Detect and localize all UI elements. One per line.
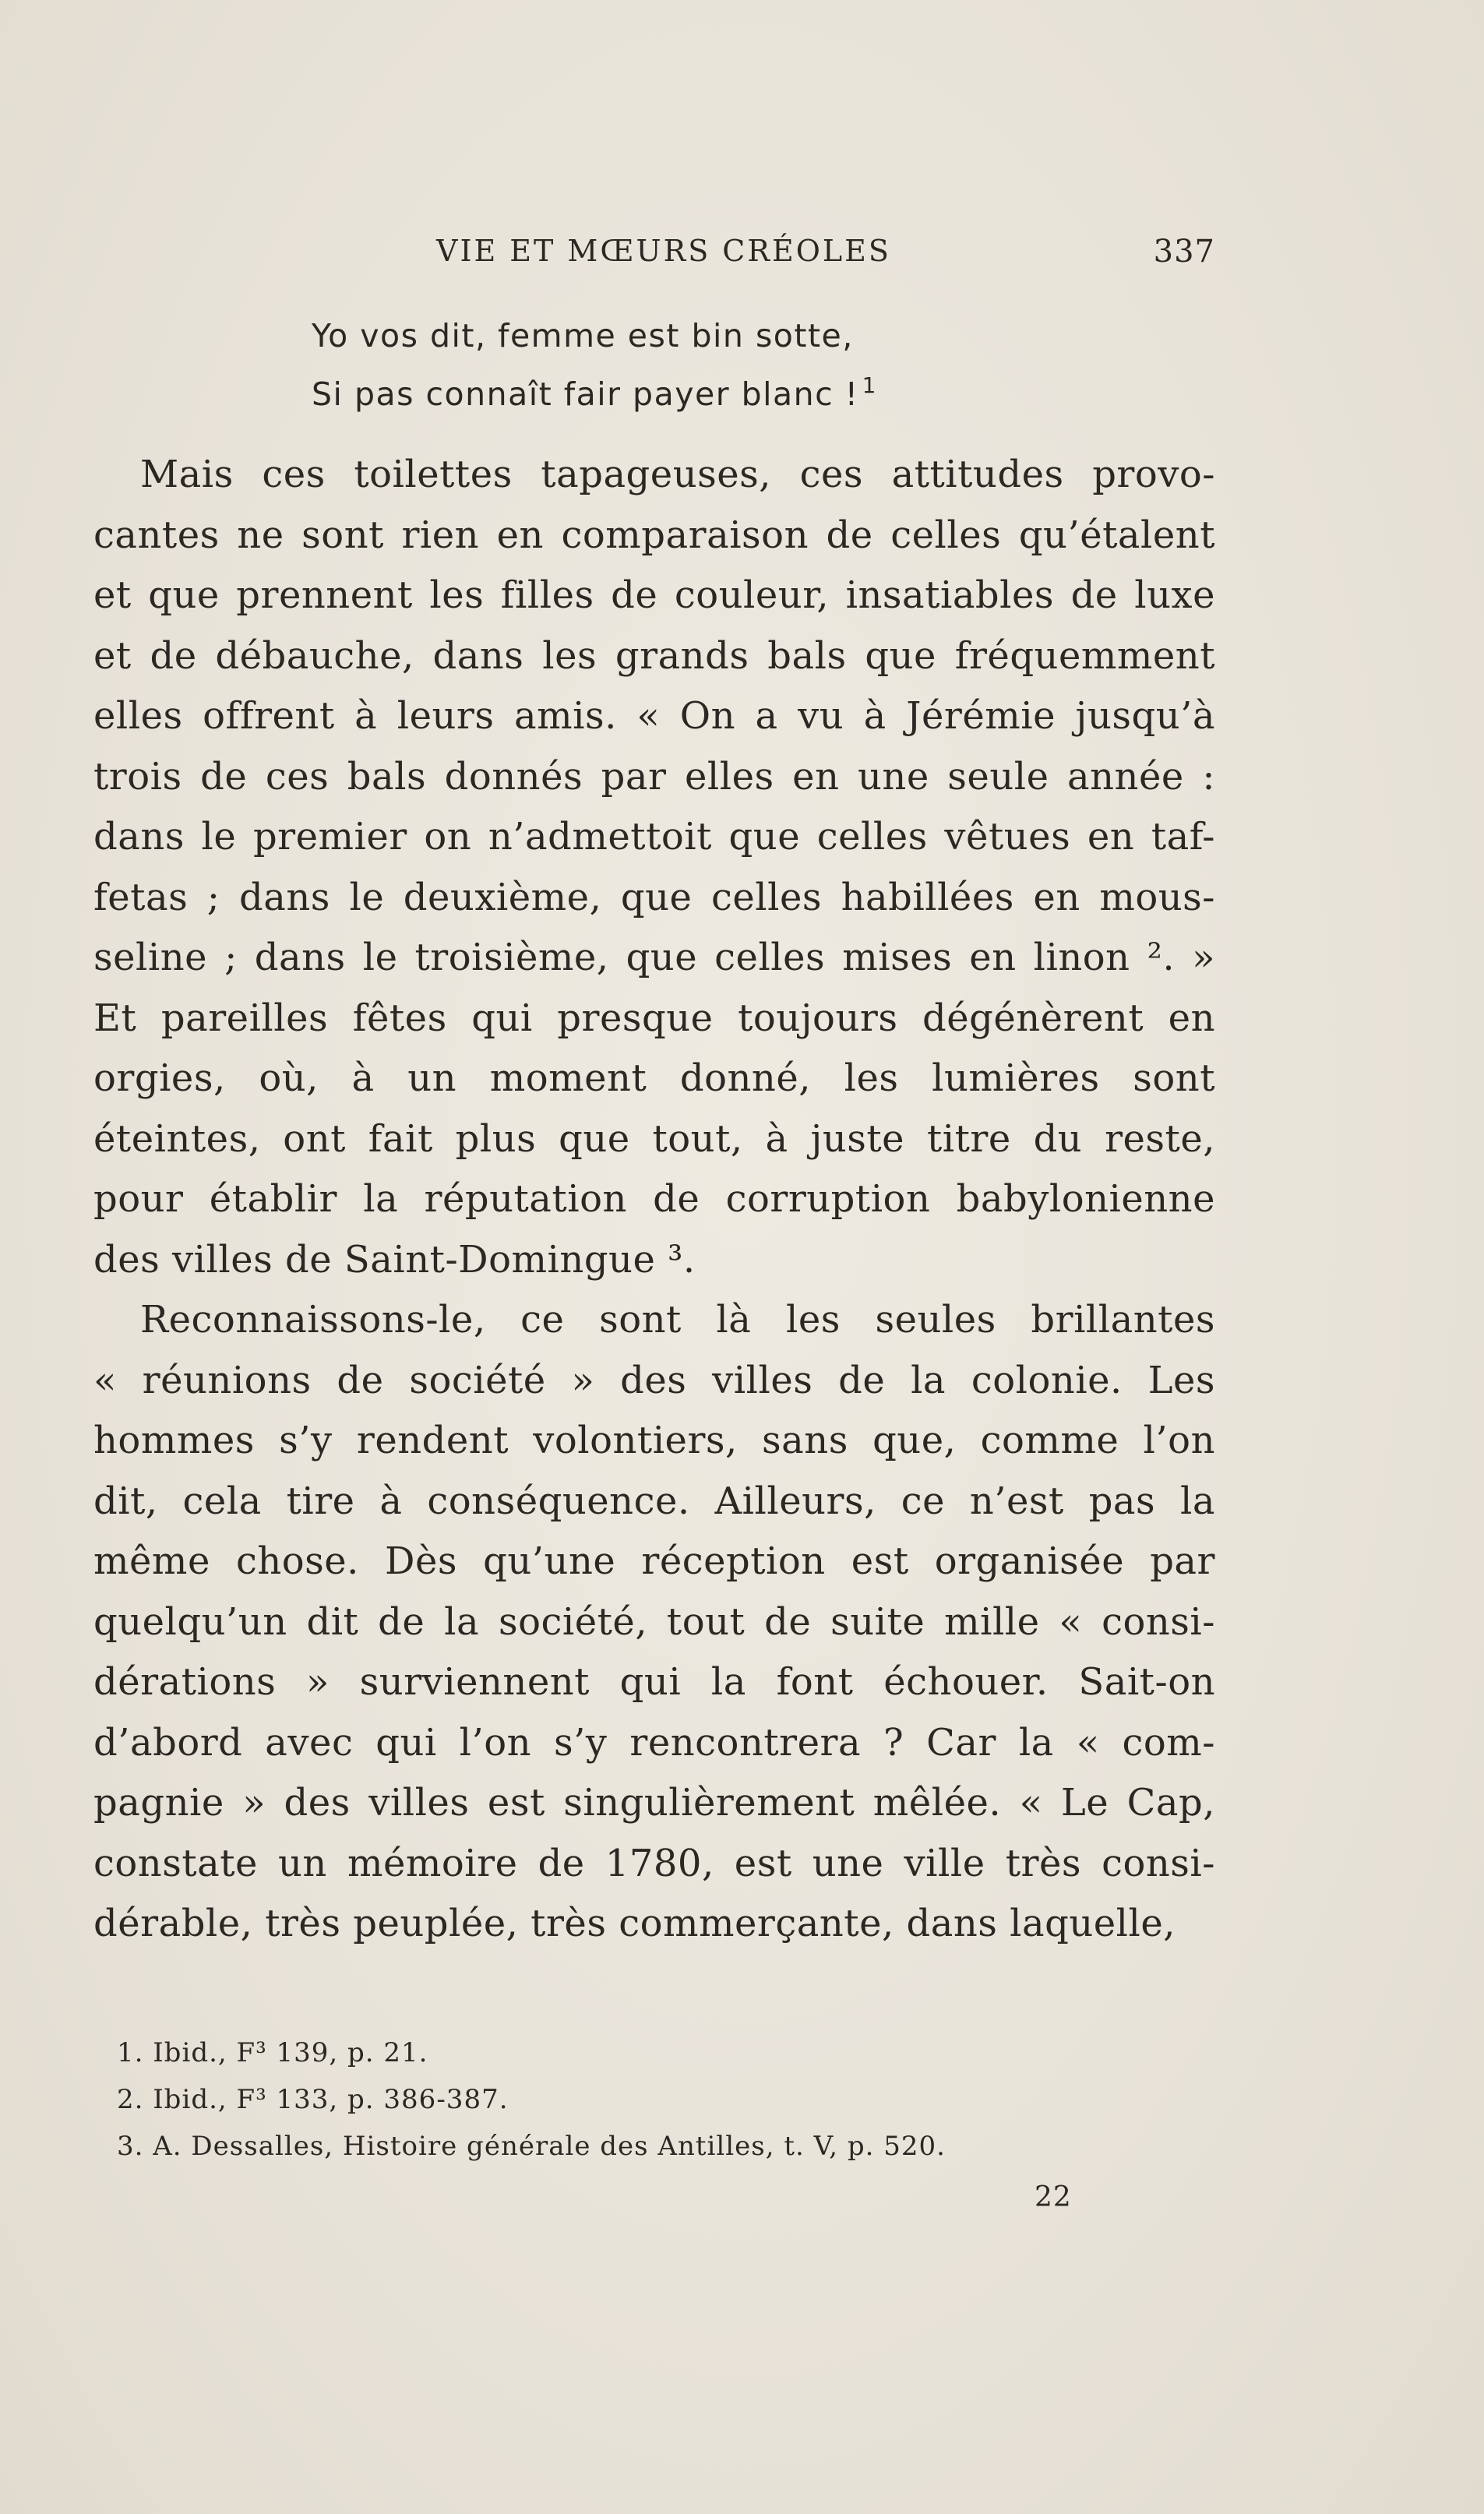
paragraph-line: pour établir la réputation de corruption babylonienne	[93, 1177, 1215, 1221]
footnote-reference: 1	[862, 372, 877, 398]
paragraph-line: quelqu’un dit de la société, tout de suite mille « consi-	[93, 1599, 1215, 1644]
verse-quote	[312, 312, 1013, 419]
paragraph-line: d’abord avec qui l’on s’y rencontrera ? Car la « com-	[93, 1720, 1215, 1765]
paragraph-line: et que prennent les filles de couleur, insatiables de luxe	[93, 573, 1215, 617]
paragraph-line: orgies, où, à un moment donné, les lumières sont	[93, 1056, 1215, 1100]
paragraph-line: des villes de Saint-Domingue ³.	[93, 1237, 696, 1282]
footnote: 1. Ibid., F³ 139, p. 21.	[117, 2037, 428, 2068]
paragraph-line: et de débauche, dans les grands bals que fréquemment	[93, 633, 1215, 678]
footnotes	[117, 2029, 1130, 2170]
verse-line: Si pas connaît fair payer blanc ! $^1$	[312, 372, 877, 413]
paragraph-line: pagnie » des villes est singulièrement mêlée. « Le Cap,	[93, 1781, 1215, 1825]
paragraph-line: même chose. Dès qu’une réception est organisée par	[93, 1539, 1215, 1583]
paragraph-line: « réunions de société » des villes de la colonie. Les	[93, 1358, 1215, 1402]
paragraph-line: dit, cela tire à conséquence. Ailleurs, ce n’est pas la	[93, 1479, 1215, 1523]
paragraph-line: éteintes, ont fait plus que tout, à juste titre du reste,	[93, 1116, 1215, 1161]
signature-mark: 22	[1035, 2181, 1072, 2213]
paragraph-line: Et pareilles fêtes qui presque toujours dégénèrent en	[93, 996, 1215, 1040]
paragraph-line: cantes ne sont rien en comparaison de celles qu’étalent	[93, 513, 1215, 557]
paragraph-line: dérations » surviennent qui la font échouer. Sait-on	[93, 1660, 1215, 1704]
paragraph-line: dans le premier on n’admettoit que celles vêtues en taf-	[93, 815, 1215, 859]
paragraph-line: constate un mémoire de 1780, est une ville très consi-	[93, 1841, 1215, 1885]
verse-line: Yo vos dit, femme est bin sotte,	[312, 317, 854, 354]
page-number: 337	[1153, 234, 1215, 270]
paragraph-line: Mais ces toilettes tapageuses, ces attitudes provo-	[140, 453, 1215, 496]
body-text	[93, 445, 1215, 1955]
paragraph-line: hommes s’y rendent volontiers, sans que, comme l’on	[93, 1419, 1215, 1462]
paragraph-line: seline ; dans le troisième, que celles mises en linon ². »	[93, 936, 1215, 979]
paragraph-line: Reconnaissons-le, ce sont là les seules brillantes	[140, 1298, 1215, 1342]
footnote: 3. A. Dessalles, Histoire générale des Antilles, t. V, p. 520.	[117, 2131, 946, 2162]
running-head	[93, 234, 1215, 280]
footnote: 2. Ibid., F³ 133, p. 386-387.	[117, 2084, 509, 2115]
running-title: VIE ET MŒURS CRÉOLES	[436, 234, 891, 268]
paragraph-line: fetas ; dans le deuxième, que celles habillées en mous-	[93, 875, 1215, 919]
paragraph-line: trois de ces bals donnés par elles en une seule année :	[93, 754, 1215, 799]
paragraph-line: elles offrent à leurs amis. « On a vu à Jérémie jusqu’à	[93, 694, 1215, 738]
paragraph-line: dérable, très peuplée, très commerçante, dans laquelle,	[93, 1902, 1176, 1945]
